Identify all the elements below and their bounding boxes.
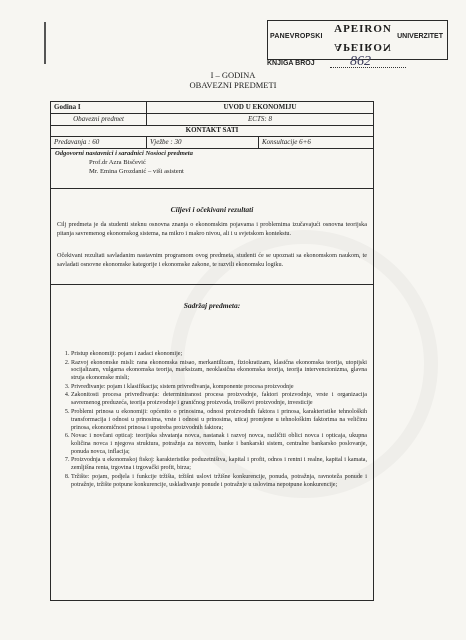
syllabus-table	[50, 101, 374, 601]
staff-member: Prof.dr Azra Bisčević	[89, 159, 146, 166]
goals-paragraph-1: Cilj predmeta je da studenti steknu osnovna znanja o ekonomskim pojavama i problemima izučavajući osnovna teorijska pitanja savremenog ekonomskog sistema, na mikro i makro nivou, ali i u svjetskom kontekstu.	[57, 221, 367, 237]
content-item: 2. Razvoj ekonomske misli: rana ekonomska misao, merkantilizam, fiziokratizam, klasična ekonomska teorija, utopijski socijalizam, vulgarna ekonomska teorija, marksizam, neoklasična ekonomska teorija, teorija intervencionizma, glavna struja ekonomske misli;	[71, 360, 367, 384]
row-status-ects	[51, 114, 373, 126]
content-title: Sadržaj predmeta:	[183, 301, 241, 310]
margin-mark	[44, 22, 46, 64]
status-label: Obavezni predmet	[73, 115, 124, 123]
staff-member: Mr. Emina Grozdanić – viši asistent	[89, 167, 184, 175]
contact-header	[51, 126, 373, 137]
row-staff	[51, 149, 373, 189]
year-heading: I – GODINA	[210, 70, 256, 80]
stamp-logo-bottom: APEIRON	[334, 41, 392, 53]
content-item: 8. Tržište: pojam, podjela i funkcije tržišta, tržišni uslovi tržišne konkurencije, ponuda, potražnja, ravnoteža ponude i potražnje, tržište potpune konkurencije, uskladivanje ponude i potražnje u uslovima nepotpune konkurencije;	[71, 474, 367, 490]
exercise-hours: Vježbe : 30	[146, 137, 258, 148]
row-year-course	[51, 102, 373, 114]
content-item: 5. Problemi prinosa u ekonomiji: općenito o prinosima, odnosi proizvodnih faktora i prinosa, karakteristike tehnoloških transformacija i odnosi u prinosima, vrste i odnosi u prinosima, uticaj promjene u tehnološkim faktorima na veličinu prinosa, ekonomičnost prinosa i upotreba proizvodnih faktora;	[71, 409, 367, 433]
row-goals	[51, 189, 373, 285]
consultation-hours: Konsultacije 6+6	[258, 137, 373, 148]
subtitle-heading: OBAVEZNI PREDMETI	[189, 80, 277, 90]
goals-paragraph-2: Očekivani rezultati savladanim nastavnim programom ovog predmeta, studenti će se upoznati sa ekonomskom naukom, te savladati osnovne ekonomske kategorije i ekonomske zakone, te razvili ekonomsku logiku.	[57, 252, 367, 268]
year-label: Godina I	[54, 103, 81, 111]
staff-list	[89, 159, 184, 176]
goals-title: Ciljevi i očekivani rezultati	[170, 205, 254, 214]
row-hours	[51, 137, 373, 149]
stamp-book-number: 862	[350, 54, 371, 69]
page-heading	[0, 70, 466, 90]
course-title: UVOD U EKONOMIJU	[146, 102, 373, 113]
content-item: 1. Pristup ekonomiji: pojam i zadaci ekonomije;	[71, 351, 367, 359]
stamp-left-label: PANEVROPSKI	[270, 33, 323, 40]
content-item: 4. Zakonitosti procesa privređivanja: determiniranost procesa proizvodnje, faktori proizvodnje, vrste i organizacija savremenog preduzeća, teorija proizvodnje i graničnog proizvoda, troškovi proizvodnje, investicije	[71, 392, 367, 408]
stamp-book-label: KNJIGA BROJ	[267, 60, 315, 67]
stamp-right-label: UNIVERZITET	[397, 33, 443, 40]
content-list	[59, 351, 367, 490]
lectures-hours: Predavanja : 60	[54, 138, 100, 146]
ects-value: ECTS: 8	[146, 114, 373, 125]
content-item: 7. Proizvodnja u ekonomskoj fiskoj: karakteristike poduzetništva, kapital i profit, odnos i rentni i realne, kapital i kamata, zemljišna renta, trgovina i trgovački profit, birza;	[71, 457, 367, 473]
stamp-logo-top: APEIRON	[334, 23, 392, 35]
content-item: 3. Privređivanje: pojam i klasifikacija; sistem privređivanja, komponente procesa proizvodnje	[71, 384, 367, 392]
row-content	[51, 285, 373, 600]
content-item: 6. Novac i novčani opticaj: teorijska shvatanja novca, nastanak i razvoj novca, različiti oblici novca i opticaja, ukupna količina novca i njegova struktura, potražnja za novcem, banke i bankarski sistem, centralne bankarsko poslovanje, ponuda novca, inflacija;	[71, 433, 367, 457]
contact-header-text: KONTAKT SATI	[185, 126, 239, 134]
staff-label: Odgovorni nastavnici i saradnici Nosioci predmeta	[55, 150, 193, 157]
